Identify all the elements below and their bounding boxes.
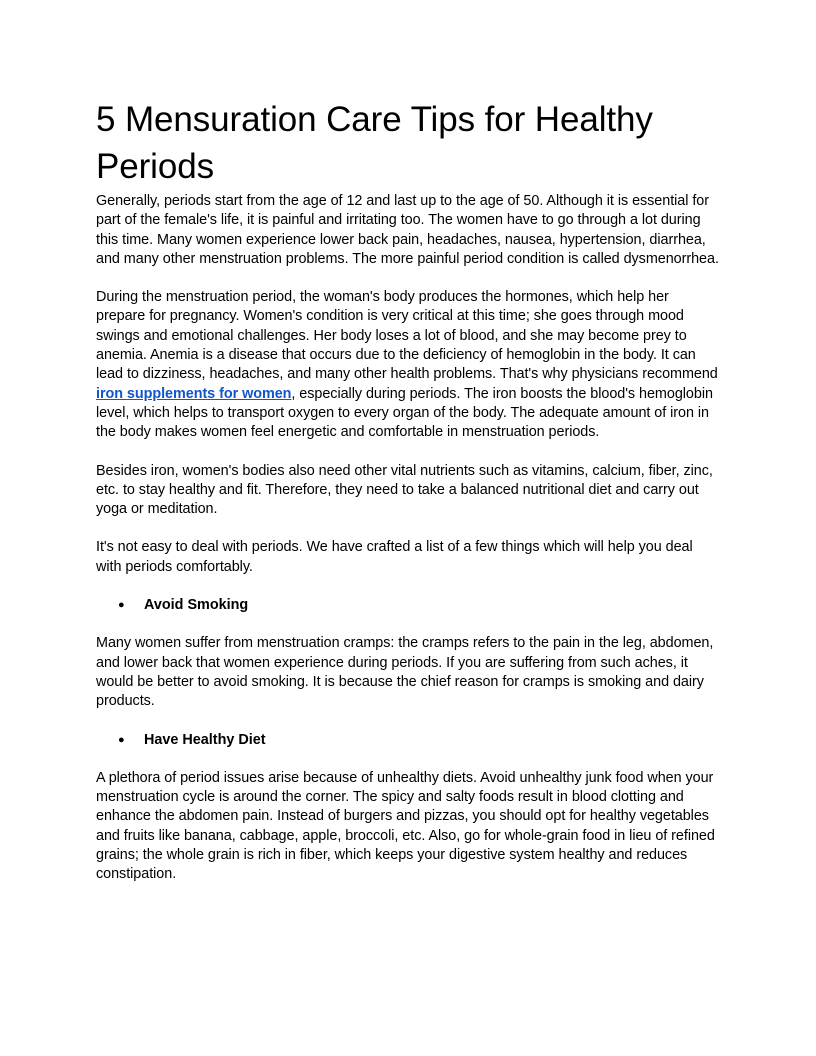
list-item-healthy-diet <box>96 731 720 750</box>
paragraph-list-intro: It's not easy to deal with periods. We have crafted a list of a few things which will help you deal with periods comfortably. <box>96 539 693 575</box>
list-item-label: Have Healthy Diet <box>144 731 266 748</box>
paragraph-intro: Generally, periods start from the age of 12 and last up to the age of 50. Although it is essential for part of the female's life, it is painful and irritating too. The women have to go through a lot during this time. Many women experience lower back pain, headaches, nausea, hypertension, diarrhea, and many other menstruation problems. The more painful period condition is called dysmenorrhea. <box>96 193 719 267</box>
list-item-label: Avoid Smoking <box>144 597 249 614</box>
iron-supplements-link[interactable]: iron supplements for women <box>96 385 292 402</box>
bullet-list <box>96 731 720 750</box>
bullet-icon: ● <box>118 733 125 746</box>
bullet-icon: ● <box>118 599 125 612</box>
document-page <box>96 96 720 904</box>
list-item-avoid-smoking <box>96 596 720 615</box>
paragraph-text: During the menstruation period, the woman's body produces the hormones, which help her prepare for pregnancy. Women's condition is very critical at this time; she goes through mood swings and emotional challenges. Her body loses a lot of blood, and she may become prey to anemia. Anemia is a disease that occurs due to the deficiency of hemoglobin in the body. It can lead to dizziness, headaches, and many other health problems. That's why physicians recommend <box>96 289 718 383</box>
paragraph-cramps: Many women suffer from menstruation cramps: the cramps refers to the pain in the leg, abdomen, and lower back that women experience during periods. If you are suffering from such aches, it would be better to avoid smoking. It is because the chief reason for cramps is smoking and dairy products. <box>96 635 714 710</box>
paragraph-nutrients: Besides iron, women's bodies also need other vital nutrients such as vitamins, calcium, fiber, zinc, etc. to stay healthy and fit. Therefore, they need to take a balanced nutritional diet and carry out yoga or meditation. <box>96 462 713 518</box>
paragraph-menstruation-period <box>96 288 720 442</box>
document-title: 5 Mensuration Care Tips for Healthy Periods <box>96 100 653 186</box>
paragraph-text: , especially during periods. The iron boosts the blood's hemoglobin level, which helps to transport oxygen to every organ of the body. The adequate amount of iron in the body makes women feel energetic and comfortable in menstruation periods. <box>96 385 713 441</box>
paragraph-diet: A plethora of period issues arise because of unhealthy diets. Avoid unhealthy junk food when your menstruation cycle is around the corner. The spicy and salty foods result in blood clotting and enhance the abdomen pain. Instead of burgers and pizzas, you should opt for healthy vegetables and fruits like banana, cabbage, apple, broccoli, etc. Also, go for whole-grain food in lieu of refined grains; the whole grain is rich in fiber, which keeps your digestive system healthy and reduces constipation. <box>96 769 715 883</box>
bullet-list <box>96 596 720 615</box>
